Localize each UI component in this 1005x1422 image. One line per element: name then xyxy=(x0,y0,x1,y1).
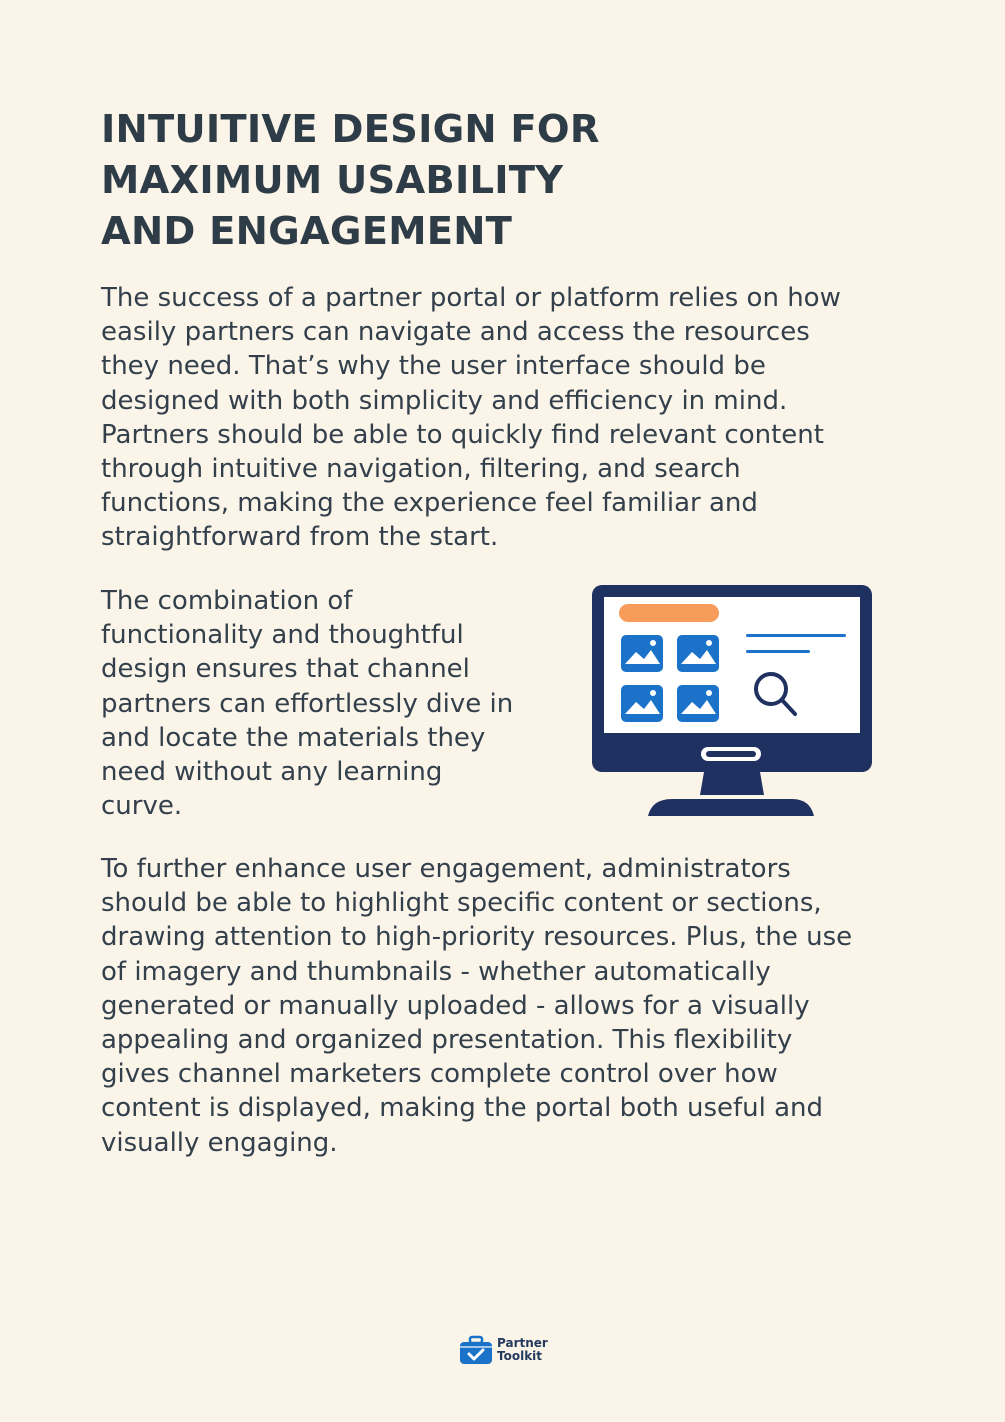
briefcase-check-icon xyxy=(459,1335,493,1365)
page-title xyxy=(101,104,701,257)
title-line: INTUITIVE DESIGN FOR xyxy=(101,107,600,152)
text-line: through intuitive navigation, filtering, and search xyxy=(101,454,741,485)
text-line: The success of a partner portal or platform relies on how xyxy=(101,283,841,313)
text-line: The combination of xyxy=(101,586,353,616)
text-line: should be able to highlight specific content or sections, xyxy=(101,888,822,919)
text-line: To further enhance user engagement, administrators xyxy=(101,854,791,884)
text-line: drawing attention to high-priority resources. Plus, the use xyxy=(101,922,853,953)
text-line: easily partners can navigate and access the resources xyxy=(101,317,810,348)
title-line: MAXIMUM USABILITY xyxy=(101,158,564,203)
text-line: Partners should be able to quickly find relevant content xyxy=(101,419,824,450)
text-line: generated or manually uploaded - allows for a visually xyxy=(101,990,810,1021)
text-line: need without any learning xyxy=(101,757,443,788)
text-line: and locate the materials they xyxy=(101,722,486,753)
brand-name xyxy=(497,1337,548,1363)
text-line: content is displayed, making the portal both useful and xyxy=(101,1093,824,1124)
brand-line: Partner xyxy=(497,1336,548,1350)
partner-toolkit-logo xyxy=(459,1334,559,1366)
text-line: functionality and thoughtful xyxy=(101,620,464,651)
text-line: designed with both simplicity and efficiency in mind. xyxy=(101,385,788,416)
text-line: they need. That’s why the user interface should be xyxy=(101,351,766,382)
text-line: gives channel marketers complete control over how xyxy=(101,1059,778,1090)
text-line: straightforward from the start. xyxy=(101,522,499,553)
computer-monitor-icon xyxy=(590,584,872,818)
text-line: curve. xyxy=(101,791,183,822)
text-line: visually engaging. xyxy=(101,1127,338,1158)
engagement-paragraph xyxy=(101,852,901,1160)
text-line: of imagery and thumbnails - whether automatically xyxy=(101,956,771,987)
text-line: appealing and organized presentation. This flexibility xyxy=(101,1025,793,1056)
intro-paragraph xyxy=(101,281,901,555)
text-line: design ensures that channel xyxy=(101,654,470,685)
text-line: partners can effortlessly dive in xyxy=(101,688,514,719)
brand-line: Toolkit xyxy=(497,1349,543,1363)
combination-paragraph xyxy=(101,584,551,823)
title-line: AND ENGAGEMENT xyxy=(101,209,513,254)
text-line: functions, making the experience feel familiar and xyxy=(101,488,758,519)
